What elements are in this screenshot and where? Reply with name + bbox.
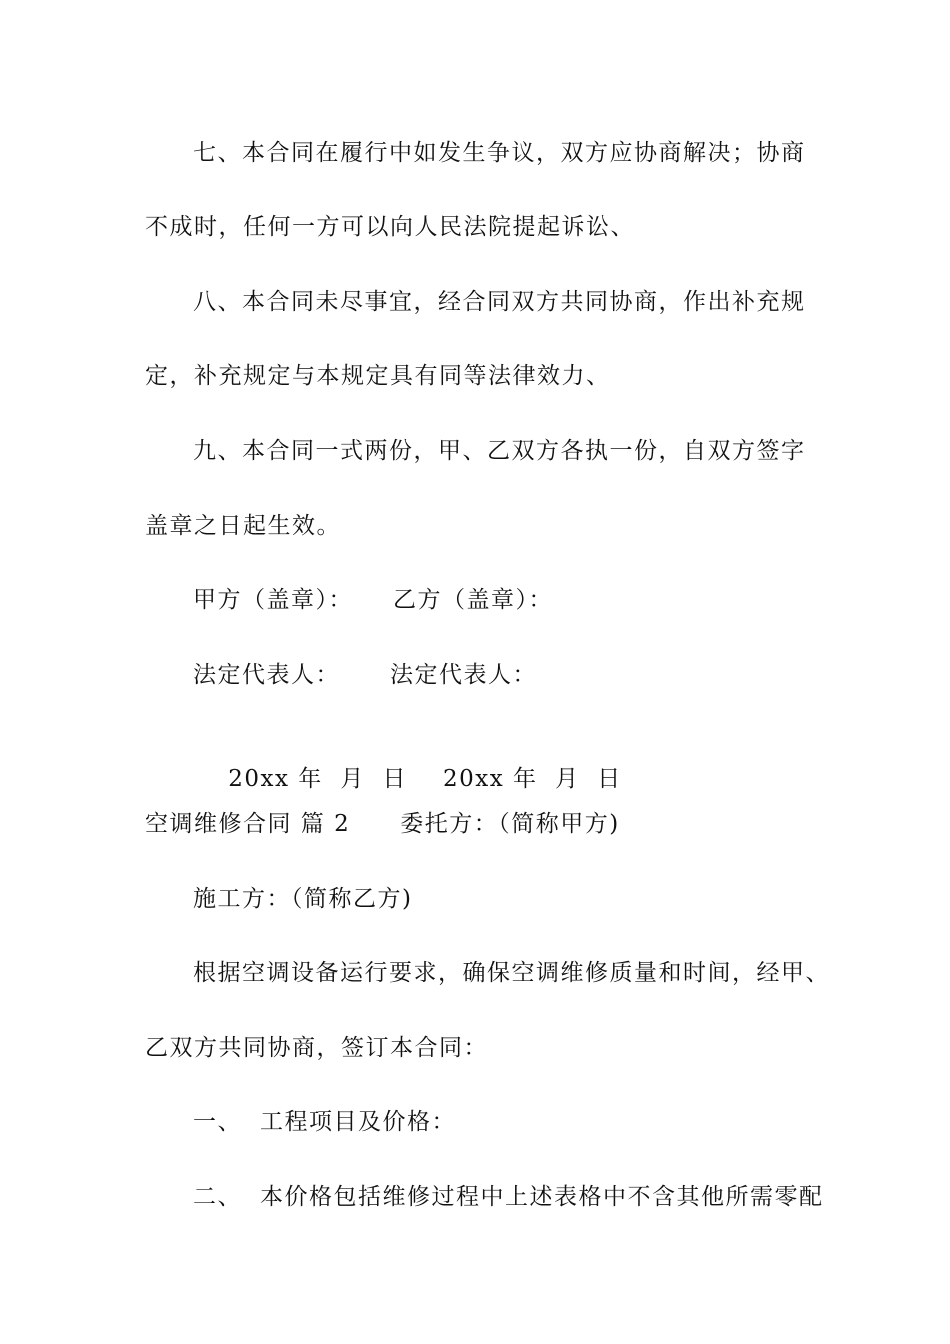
clause-7-line-2: 不成时，任何一方可以向人民法院提起诉讼、	[145, 214, 635, 240]
item-1-row	[193, 1107, 456, 1137]
section-2-heading-row	[145, 809, 620, 839]
clause-9-line-1: 九、本合同一式两份，甲、乙双方各执一份，自双方签字	[193, 438, 806, 464]
intro-line-2: 乙双方共同协商，签订本合同：	[145, 1035, 488, 1061]
contractor-label: 施工方：（简称乙方)	[193, 886, 413, 912]
item-1-text: 工程项目及价格：	[260, 1109, 456, 1135]
seal-row	[193, 585, 553, 615]
party-a-date: 20xx 年 月 日	[228, 766, 408, 792]
item-2-number: 二、	[193, 1184, 242, 1210]
section-2-heading: 空调维修合同 篇 2	[145, 811, 351, 837]
party-a-rep-label: 法定代表人：	[193, 662, 340, 688]
clause-8-line-2: 定，补充规定与本规定具有同等法律效力、	[145, 363, 611, 389]
party-a-seal-label: 甲方（盖章）：	[193, 587, 353, 613]
representative-row	[193, 660, 537, 690]
party-b-seal-label: 乙方（盖章）：	[393, 587, 553, 613]
party-b-date: 20xx 年 月 日	[443, 766, 622, 792]
item-2-row	[193, 1182, 824, 1212]
client-label: 委托方：（简称甲方)	[400, 811, 620, 837]
clause-9-line-2: 盖章之日起生效。	[145, 513, 341, 539]
item-1-number: 一、	[193, 1109, 242, 1135]
clause-8-line-1: 八、本合同未尽事宜，经合同双方共同协商，作出补充规	[193, 289, 806, 315]
item-2-text: 本价格包括维修过程中上述表格中不含其他所需零配	[260, 1184, 824, 1210]
party-b-rep-label: 法定代表人：	[390, 662, 537, 688]
clause-7-line-1: 七、本合同在履行中如发生争议，双方应协商解决；协商	[193, 140, 806, 166]
intro-line-1: 根据空调设备运行要求，确保空调维修质量和时间，经甲、	[193, 960, 830, 986]
